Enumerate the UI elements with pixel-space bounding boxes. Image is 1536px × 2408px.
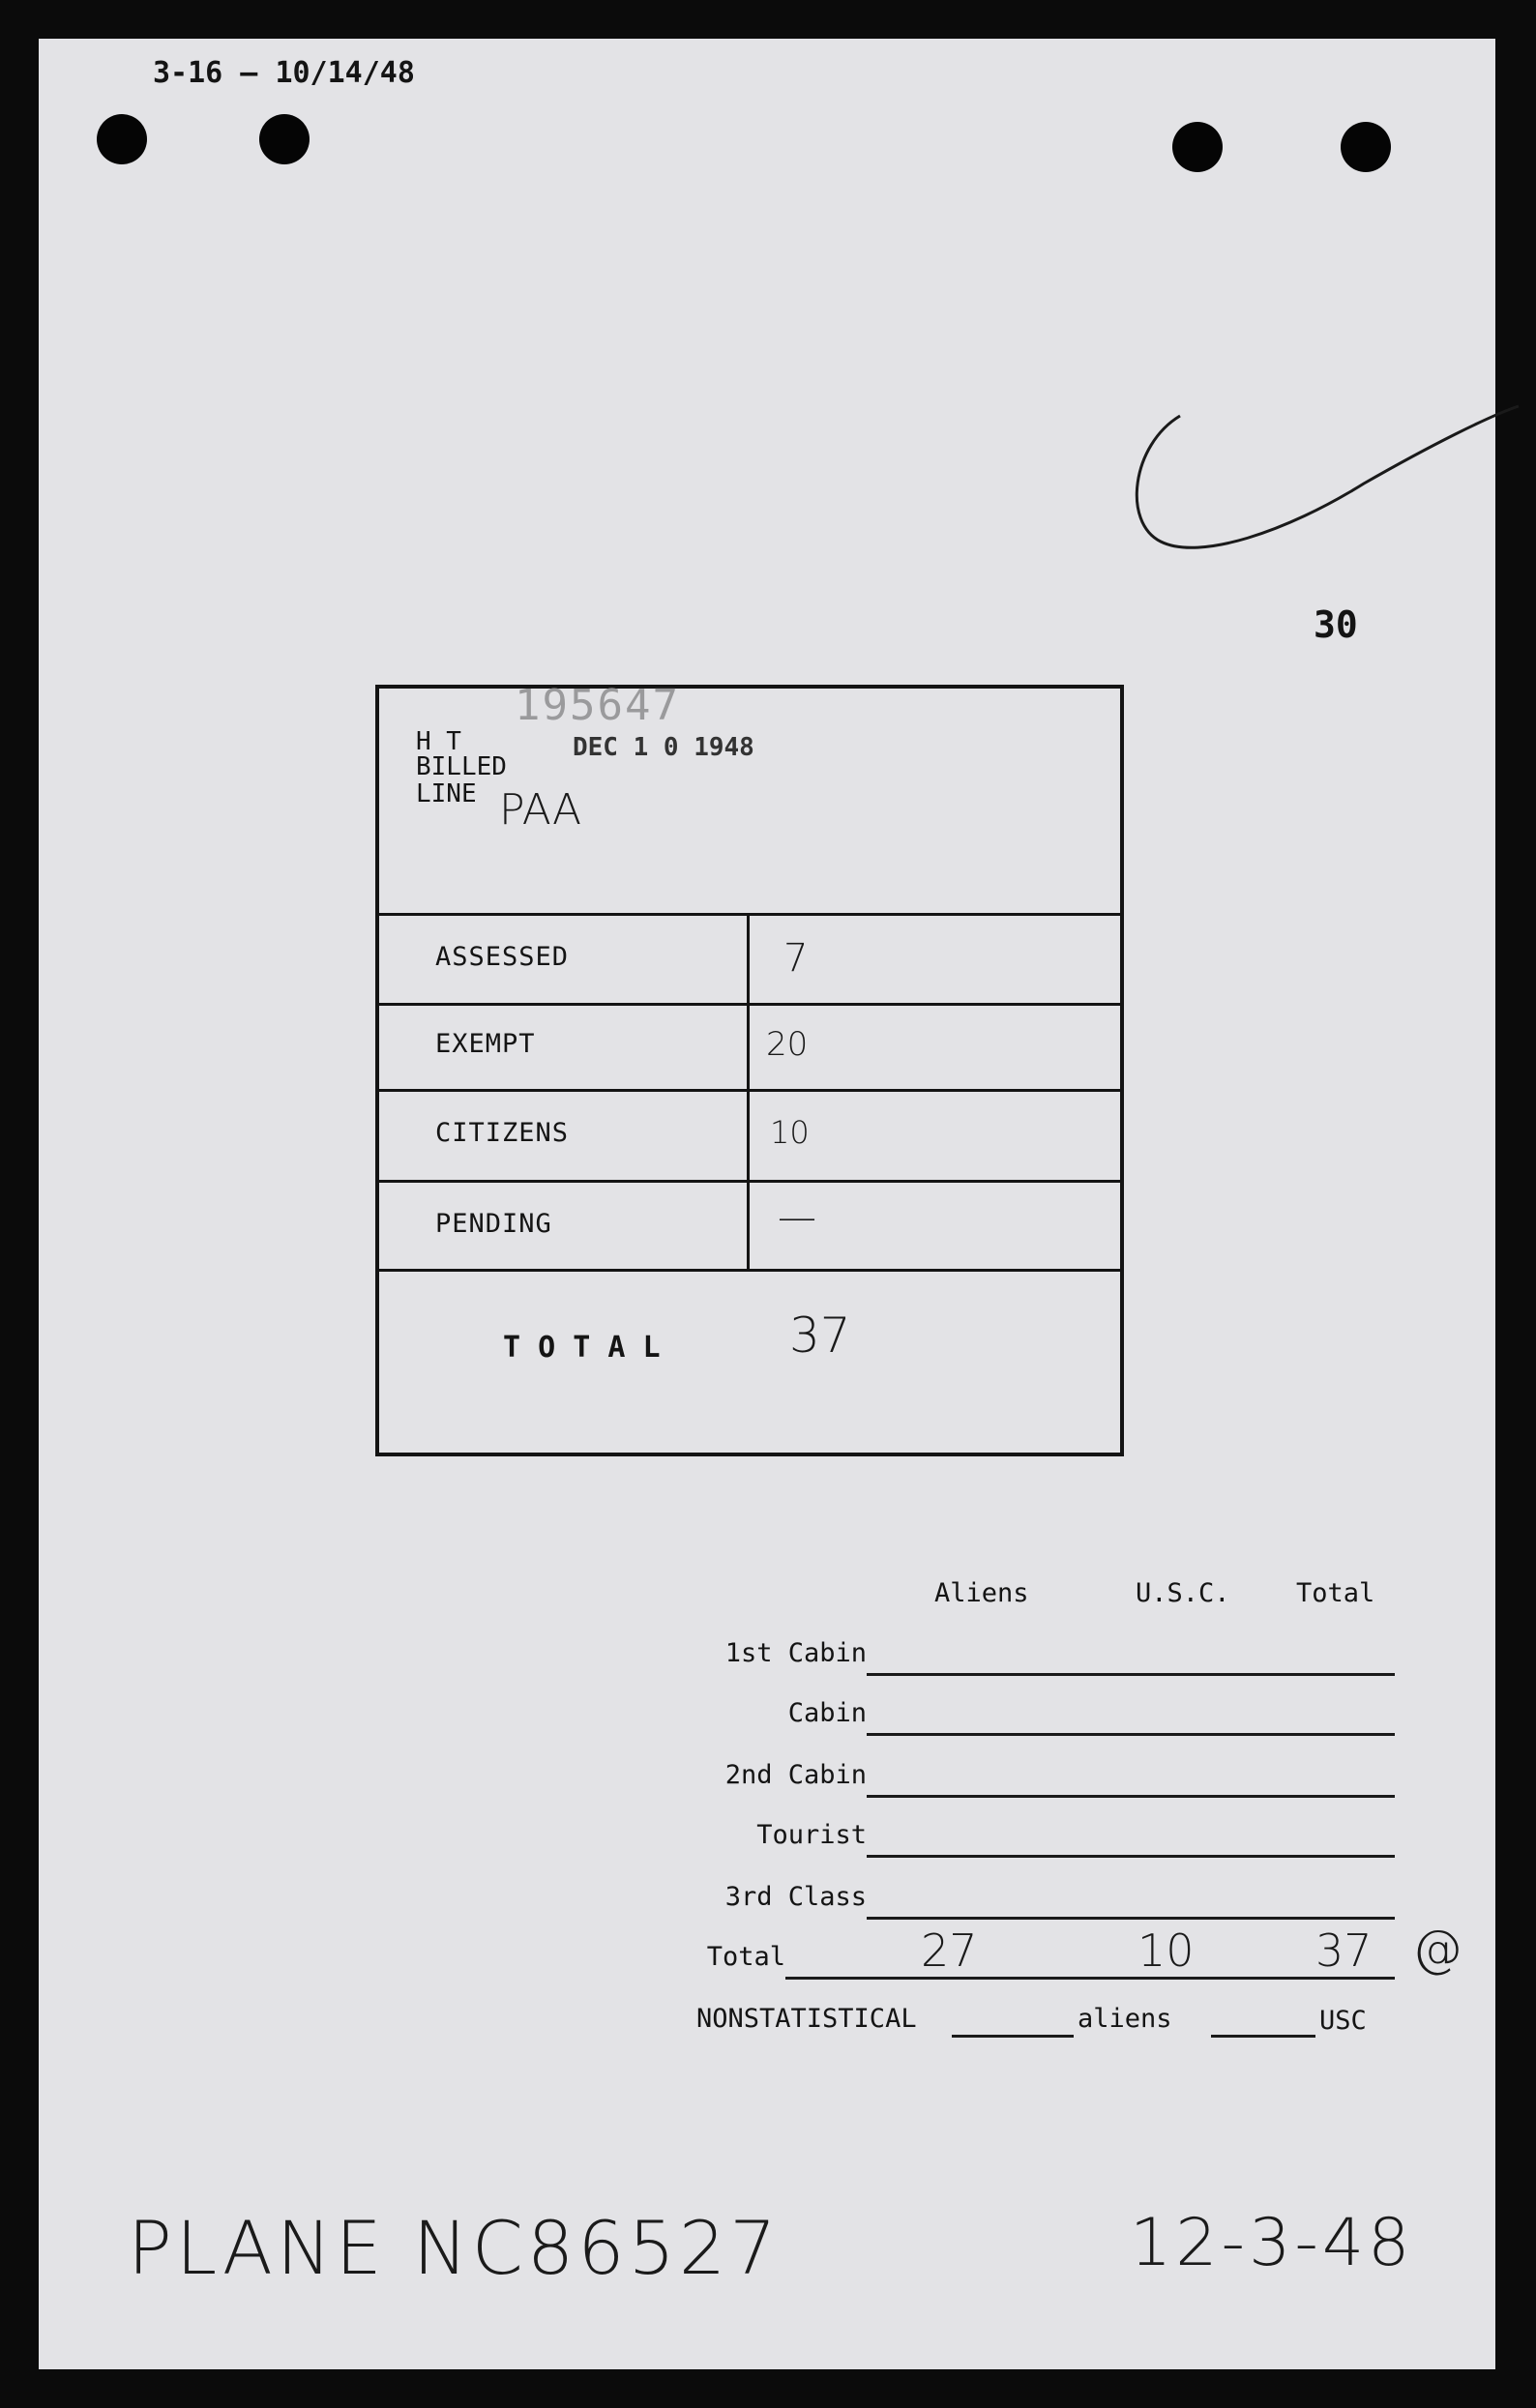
- row-value-pending: —: [778, 1195, 816, 1240]
- row-value-citizens: 10: [770, 1114, 810, 1151]
- fill-line: [867, 1855, 1395, 1858]
- row-label-3rd-class: 3rd Class: [724, 1882, 867, 1912]
- summary-box: [375, 681, 1124, 1456]
- date-handwriting: 12-3-48: [1130, 2205, 1414, 2281]
- fill-line: [785, 1977, 1395, 1980]
- row-value-exempt: 20: [766, 1025, 809, 1064]
- aliens-label: aliens: [1078, 2004, 1172, 2034]
- usc-label: USC: [1319, 2006, 1367, 2036]
- page-number: 30: [1314, 603, 1358, 646]
- punch-hole-1: [97, 114, 147, 164]
- row-label-exempt: EXEMPT: [435, 1029, 536, 1059]
- punch-hole-2: [259, 114, 310, 164]
- column-divider: [747, 913, 750, 1272]
- row-label-pending: PENDING: [435, 1209, 552, 1239]
- fill-line: [867, 1733, 1395, 1736]
- fill-line: [952, 2035, 1074, 2038]
- stamp-date: DEC 1 0 1948: [573, 733, 754, 762]
- row-label-citizens: CITIZENS: [435, 1118, 570, 1148]
- form-number: 3-16 — 10/14/48: [153, 56, 415, 90]
- divider: [379, 1269, 1120, 1272]
- total-aliens-value: 27: [921, 1924, 978, 1977]
- ht-label: H T: [416, 727, 461, 756]
- row-label-1st-cabin: 1st Cabin: [724, 1638, 867, 1668]
- column-header-aliens: Aliens: [934, 1578, 1029, 1608]
- punch-hole-4: [1341, 122, 1391, 172]
- column-header-usc: U.S.C.: [1136, 1578, 1230, 1608]
- row-label-assessed: ASSESSED: [435, 942, 570, 972]
- fill-line: [867, 1917, 1395, 1920]
- total-value: 37: [789, 1307, 851, 1364]
- line-value: PAA: [499, 785, 582, 835]
- fill-line: [867, 1795, 1395, 1798]
- total-total-value: 37: [1315, 1924, 1373, 1977]
- nonstat-label: NONSTATISTICAL: [696, 2004, 917, 2034]
- column-header-total: Total: [1296, 1578, 1375, 1608]
- divider: [379, 1003, 1120, 1006]
- total-label: T O T A L: [503, 1331, 661, 1365]
- row-label-tourist: Tourist: [756, 1820, 867, 1850]
- divider: [379, 1180, 1120, 1183]
- stamp-serial: 195647: [515, 681, 680, 730]
- line-label: LINE: [416, 779, 477, 808]
- row-label-total: Total: [706, 1942, 785, 1972]
- row-value-assessed: 7: [783, 936, 809, 981]
- fill-line: [1211, 2035, 1315, 2038]
- fill-line: [867, 1673, 1395, 1676]
- row-label-2nd-cabin: 2nd Cabin: [724, 1760, 867, 1790]
- total-mark: @: [1412, 1921, 1462, 1979]
- total-usc-value: 10: [1137, 1924, 1195, 1977]
- divider: [379, 1089, 1120, 1092]
- billed-label: BILLED: [416, 752, 507, 781]
- divider: [379, 913, 1120, 916]
- check-mark-icon: [1122, 358, 1528, 571]
- row-label-cabin: Cabin: [787, 1698, 867, 1728]
- punch-hole-3: [1172, 122, 1223, 172]
- plane-handwriting: PLANE NC86527: [128, 2205, 781, 2291]
- document-page: [39, 39, 1495, 2369]
